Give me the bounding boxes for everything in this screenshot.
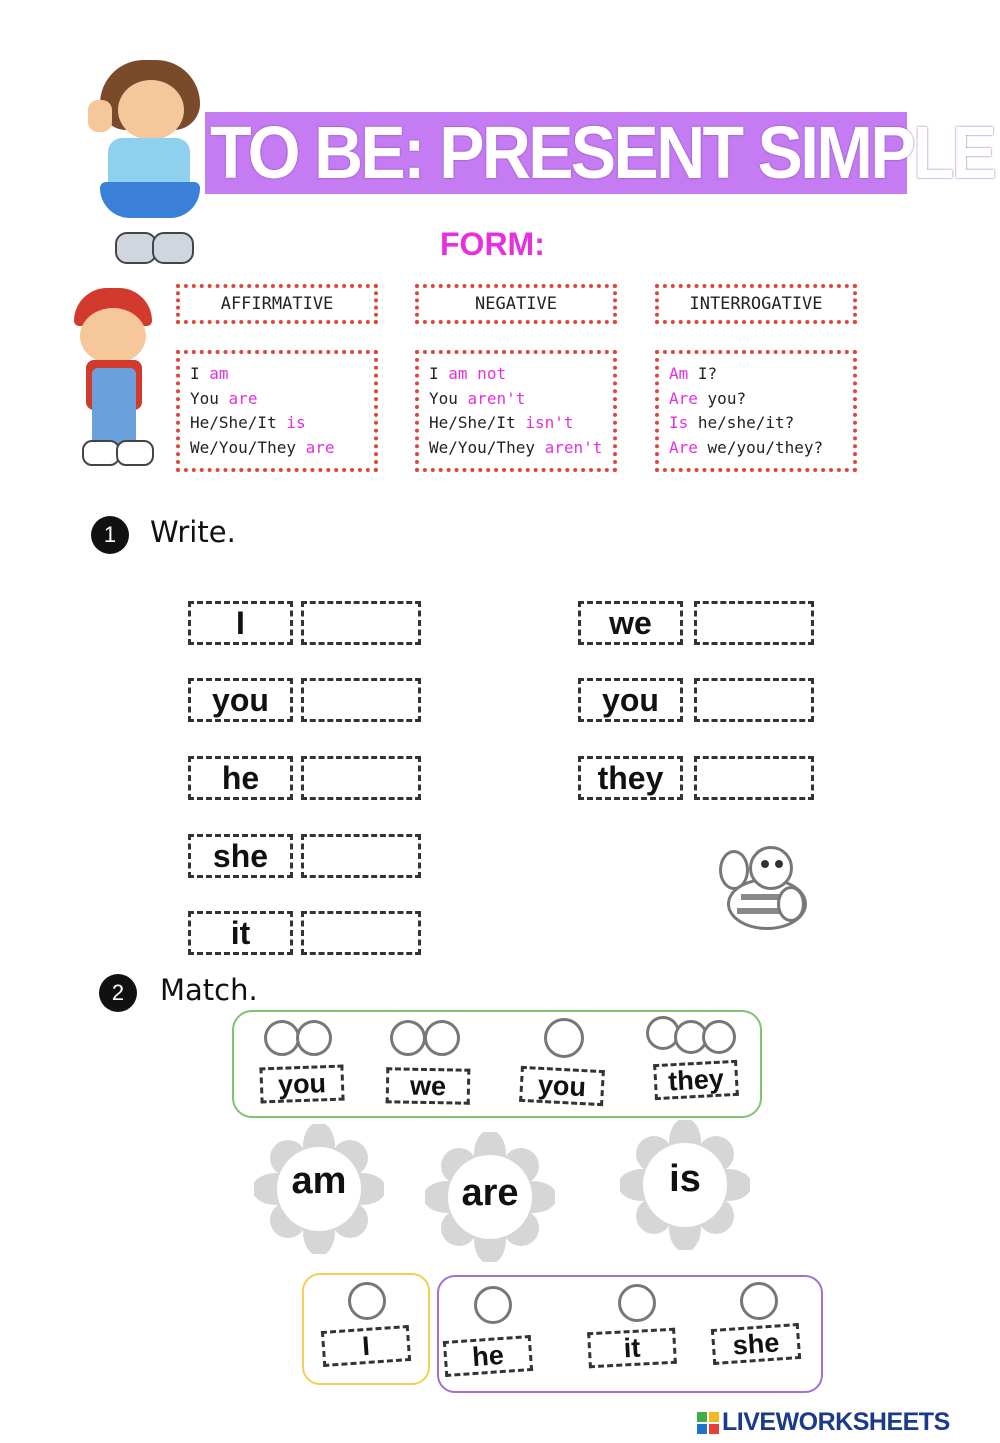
verb-am[interactable]: am (291, 1160, 347, 1202)
match-label-i: I (321, 1325, 411, 1367)
pronoun-we: we (578, 601, 683, 645)
answer-input-he[interactable] (301, 756, 421, 800)
interrogative-row: Is he/she/it? (669, 413, 795, 432)
interrogative-row: Are we/you/they? (669, 437, 824, 457)
bee-icon (534, 1018, 594, 1058)
match-item-you[interactable] (258, 1018, 348, 1108)
exercise-2-number: 2 (99, 974, 137, 1012)
interrogative-box (655, 350, 857, 472)
pronoun-they: they (578, 756, 683, 800)
pronoun-you-plural: you (578, 678, 683, 722)
match-label-you-plural: you (519, 1066, 605, 1106)
bee-icon (336, 1282, 396, 1322)
answer-input-i[interactable] (301, 601, 421, 645)
match-label-he: he (443, 1335, 533, 1377)
liveworksheets-logo-icon (697, 1412, 719, 1434)
bee-icon (728, 1282, 788, 1322)
match-label-you: you (259, 1065, 344, 1104)
affirmative-row: He/She/It is (190, 413, 306, 432)
affirmative-box (176, 350, 378, 472)
verb-is[interactable]: is (669, 1158, 701, 1200)
answer-input-she[interactable] (301, 834, 421, 878)
bee-icon (462, 1286, 522, 1326)
pronoun-it: it (188, 911, 293, 955)
negative-row: He/She/It isn't (429, 413, 574, 432)
affirmative-row: I am (190, 364, 229, 383)
affirmative-header: AFFIRMATIVE (176, 284, 378, 324)
match-label-they: they (653, 1060, 739, 1100)
negative-box (415, 350, 617, 472)
interrogative-row: Am I? (669, 364, 718, 383)
negative-row: You aren't (429, 388, 526, 408)
answer-input-they[interactable] (694, 756, 814, 800)
triple-bees-icon (646, 1016, 746, 1056)
match-item-she[interactable] (710, 1282, 802, 1378)
interrogative-header: INTERROGATIVE (655, 284, 857, 324)
pronoun-he: he (188, 756, 293, 800)
answer-input-we[interactable] (694, 601, 814, 645)
interrogative-row: Are you? (669, 388, 747, 408)
twin-bees-icon (260, 1020, 336, 1060)
match-item-you-plural[interactable] (518, 1016, 610, 1110)
exercise-1-number: 1 (91, 516, 129, 554)
negative-row: We/You/They aren't (429, 437, 603, 457)
match-label-we: we (386, 1067, 471, 1104)
match-label-she: she (711, 1323, 801, 1365)
answer-input-you[interactable] (301, 678, 421, 722)
affirmative-row: We/You/They are (190, 437, 335, 457)
bee-icon (715, 836, 810, 936)
verb-are[interactable]: are (461, 1172, 519, 1214)
form-label: FORM: (440, 226, 545, 262)
pronoun-she: she (188, 834, 293, 878)
negative-row: I am not (429, 364, 507, 383)
negative-header: NEGATIVE (415, 284, 617, 324)
pronoun-you: you (188, 678, 293, 722)
answer-input-you-plural[interactable] (694, 678, 814, 722)
match-item-i[interactable] (318, 1282, 416, 1372)
match-item-it[interactable] (588, 1284, 680, 1380)
twin-bees-icon (386, 1020, 466, 1060)
affirmative-row: You are (190, 388, 258, 408)
exercise-1-title: Write. (150, 515, 236, 549)
pronoun-i: I (188, 601, 293, 645)
bee-icon (606, 1284, 666, 1324)
brand-logo[interactable]: LIVEWORKSHEETS (722, 1408, 950, 1436)
exercise-2-title: Match. (160, 973, 258, 1007)
match-item-they[interactable] (646, 1014, 746, 1108)
match-label-it: it (587, 1328, 677, 1369)
answer-input-it[interactable] (301, 911, 421, 955)
match-item-we[interactable] (384, 1018, 476, 1108)
page-title: TO BE: PRESENT SIMPLE (210, 111, 995, 194)
match-item-he[interactable] (444, 1286, 536, 1382)
